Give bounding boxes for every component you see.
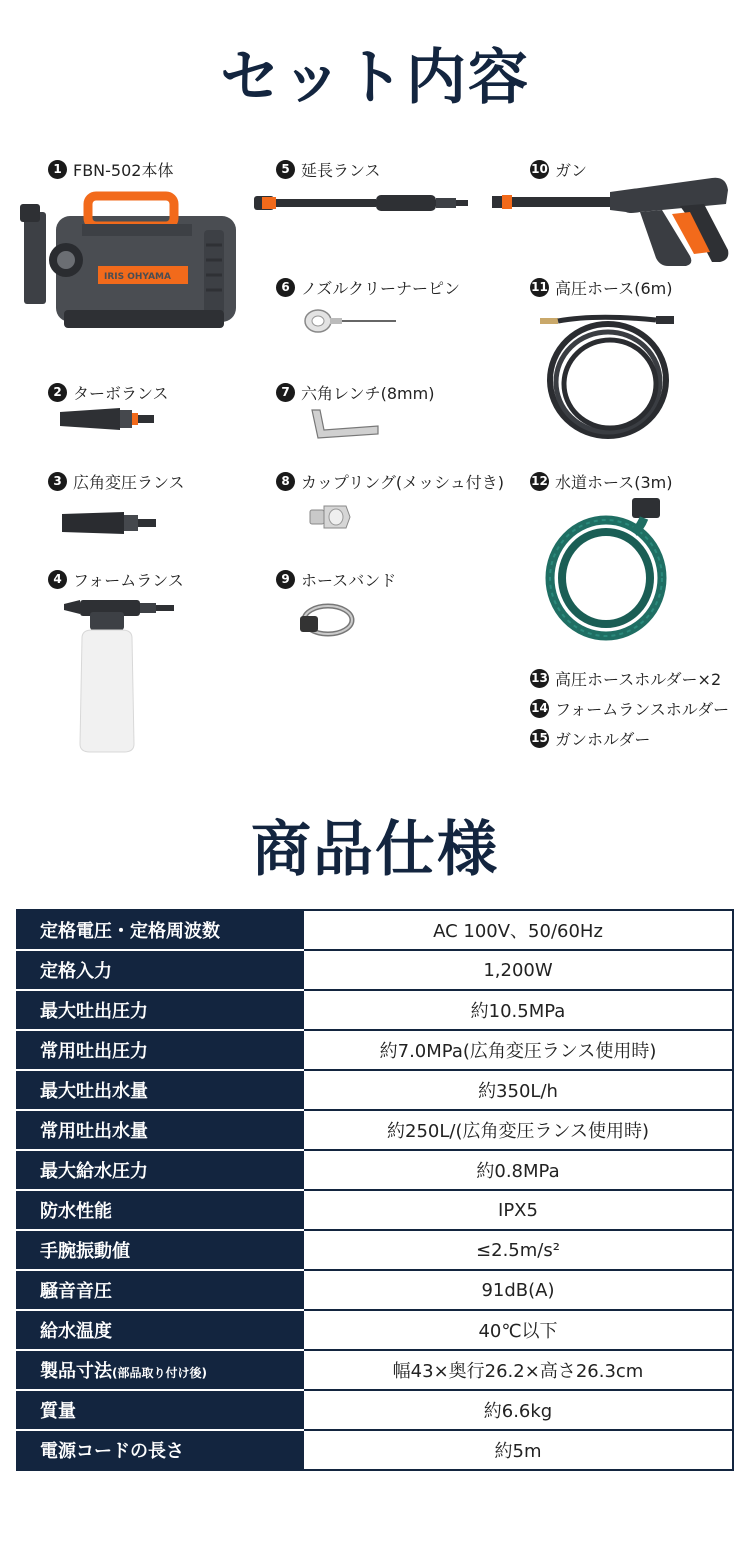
item-label-8 — [276, 470, 504, 493]
item-number-badge: 4 — [48, 570, 67, 589]
item-number-badge: 12 — [530, 472, 549, 491]
item-name: ガン — [555, 161, 588, 180]
item-name: 広角変圧ランス — [73, 473, 185, 492]
spec-key: 最大給水圧力 — [17, 1150, 303, 1190]
table-row — [17, 950, 733, 990]
spec-value: 40℃以下 — [303, 1310, 733, 1350]
item-label-2 — [48, 381, 169, 404]
item-name: 六角レンチ(8mm) — [301, 384, 435, 403]
spec-key: 防水性能 — [17, 1190, 303, 1230]
spec-value: AC 100V、50/60Hz — [303, 910, 733, 950]
spec-key: 定格入力 — [17, 950, 303, 990]
item-label-12 — [530, 470, 672, 493]
table-row — [17, 1270, 733, 1310]
spec-value: 約0.8MPa — [303, 1150, 733, 1190]
spec-key-note: (部品取り付け後) — [112, 1366, 207, 1380]
spec-key: 常用吐出圧力 — [17, 1030, 303, 1070]
table-row — [17, 1230, 733, 1270]
specs-title: 商品仕様 — [251, 815, 499, 885]
item-number-badge: 11 — [530, 278, 549, 297]
table-row — [17, 1150, 733, 1190]
table-row — [17, 990, 733, 1030]
item-number-badge: 5 — [276, 160, 295, 179]
item-number-badge: 7 — [276, 383, 295, 402]
item-name: 高圧ホース(6m) — [555, 279, 673, 298]
nozzle-cleaner-pin-image — [300, 306, 400, 336]
turbo-lance-image — [58, 404, 158, 434]
item-name: ノズルクリーナーピン — [301, 279, 461, 298]
spec-key: 質量 — [17, 1390, 303, 1430]
set-contents-title: セット内容 — [220, 43, 530, 113]
spec-value: 約250L/(広角変圧ランス使用時) — [303, 1110, 733, 1150]
spec-value: IPX5 — [303, 1190, 733, 1230]
item-number-badge: 13 — [530, 669, 549, 688]
item-name: FBN-502本体 — [73, 161, 174, 180]
item-number-badge: 14 — [530, 699, 549, 718]
item-label-3 — [48, 470, 185, 493]
spec-key: 騒音音圧 — [17, 1270, 303, 1310]
item-name: 水道ホース(3m) — [555, 473, 673, 492]
spec-value: 91dB(A) — [303, 1270, 733, 1310]
spec-key: 給水温度 — [17, 1310, 303, 1350]
item-label-14 — [530, 697, 729, 720]
item-number-badge: 9 — [276, 570, 295, 589]
table-row — [17, 1430, 733, 1470]
foam-lance-image — [60, 594, 180, 756]
hose-band-image — [296, 598, 356, 644]
item-name: フォームランスホルダー — [555, 700, 730, 719]
item-name: ターボランス — [73, 384, 169, 403]
spec-key: 常用吐出水量 — [17, 1110, 303, 1150]
item-label-9 — [276, 568, 396, 591]
washer-main-unit-image — [16, 190, 252, 340]
brand-text: IRIS OHYAMA — [104, 272, 171, 282]
item-name: ホースバンド — [301, 571, 397, 590]
item-name: フォームランス — [73, 571, 184, 590]
spec-value: 1,200W — [303, 950, 733, 990]
high-pressure-hose-image — [536, 310, 686, 444]
spec-value: 約6.6kg — [303, 1390, 733, 1430]
table-row — [17, 1110, 733, 1150]
item-label-4 — [48, 568, 184, 591]
item-number-badge: 1 — [48, 160, 67, 179]
item-number-badge: 3 — [48, 472, 67, 491]
spec-key: 電源コードの長さ — [17, 1430, 303, 1470]
table-row — [17, 1190, 733, 1230]
spec-key-cell — [17, 1350, 303, 1390]
hex-wrench-image — [306, 406, 386, 440]
spec-key: 製品寸法 — [40, 1361, 112, 1382]
table-row — [17, 1030, 733, 1070]
spec-value: 約5m — [303, 1430, 733, 1470]
table-row — [17, 910, 733, 950]
extension-lance-image — [252, 188, 472, 218]
water-hose-image — [544, 494, 674, 644]
wide-angle-lance-image — [60, 508, 160, 538]
table-row — [17, 1390, 733, 1430]
item-label-15 — [530, 727, 650, 750]
spec-value: 約350L/h — [303, 1070, 733, 1110]
item-label-6 — [276, 276, 460, 299]
item-name: 高圧ホースホルダー×2 — [555, 670, 722, 689]
spec-value: 約10.5MPa — [303, 990, 733, 1030]
item-label-5 — [276, 158, 381, 181]
table-row — [17, 1350, 733, 1390]
spray-gun-image — [490, 172, 738, 272]
spec-value: ≤2.5m/s² — [303, 1230, 733, 1270]
coupling-image — [306, 500, 356, 534]
table-row — [17, 1310, 733, 1350]
spec-key: 最大吐出水量 — [17, 1070, 303, 1110]
item-number-badge: 6 — [276, 278, 295, 297]
spec-key: 手腕振動値 — [17, 1230, 303, 1270]
item-number-badge: 2 — [48, 383, 67, 402]
item-label-11 — [530, 276, 672, 299]
item-label-1 — [48, 158, 173, 181]
spec-key: 定格電圧・定格周波数 — [17, 910, 303, 950]
item-name: 延長ランス — [301, 161, 381, 180]
item-number-badge: 8 — [276, 472, 295, 491]
spec-key: 最大吐出圧力 — [17, 990, 303, 1030]
item-name: カップリング(メッシュ付き) — [301, 473, 505, 492]
item-label-7 — [276, 381, 434, 404]
item-label-13 — [530, 667, 721, 690]
item-number-badge: 15 — [530, 729, 549, 748]
table-row — [17, 1070, 733, 1110]
spec-value: 約7.0MPa(広角変圧ランス使用時) — [303, 1030, 733, 1070]
spec-table — [16, 909, 734, 1471]
spec-value: 幅43×奥行26.2×高さ26.3cm — [303, 1350, 733, 1390]
item-number-badge: 10 — [530, 160, 549, 179]
item-name: ガンホルダー — [555, 730, 651, 749]
